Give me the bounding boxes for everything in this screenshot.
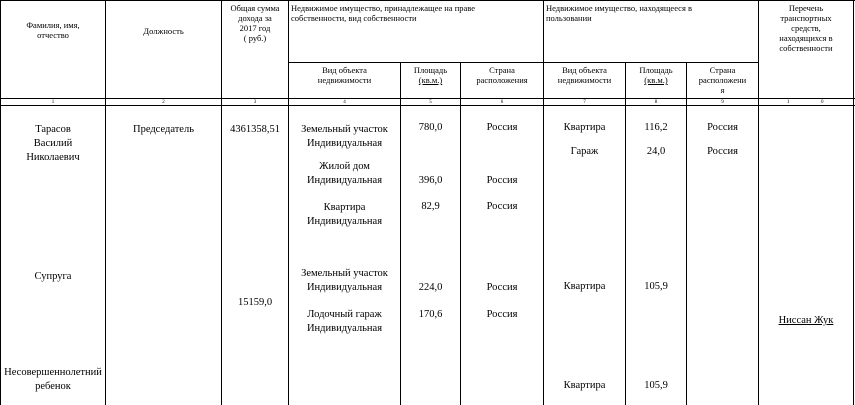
person1-used-1-country: Россия (707, 122, 738, 133)
subheader-type-used: Вид объекта недвижимости (557, 65, 612, 85)
person1-used-1-type: Квартира (563, 122, 606, 133)
person2-owned-1-area: 224,0 (418, 282, 443, 293)
subheader-country-used: Страна расположени я (698, 65, 747, 95)
person2-owned-1-type: Земельный участок Индивидуальная (301, 268, 388, 293)
header-position: Должность (143, 26, 184, 36)
col-divider-2 (221, 0, 222, 405)
person1-owned-2-area: 396,0 (418, 175, 443, 186)
header-owned-property: Недвижимое имущество, принадлежащее на праве собственности, вид собственности (291, 3, 476, 23)
col-number-9: 9 (721, 100, 724, 105)
col-number-6: 6 (500, 100, 504, 105)
col-number-10b: 0 (821, 100, 824, 105)
person2-used-1-area: 105,9 (644, 281, 668, 292)
person1-owned-3-area: 82,9 (421, 201, 440, 212)
col-divider-9 (758, 0, 759, 405)
person1-name: Тарасов Василий Николаевич (26, 124, 80, 163)
subheader-country-owned: Страна расположения (476, 65, 528, 85)
person1-owned-1-area: 780,0 (418, 122, 443, 133)
person3-used-1-area: 105,9 (644, 380, 668, 391)
person2-owned-2-country: Россия (486, 309, 518, 320)
header-income: Общая сумма дохода за 2017 год ( руб.) (230, 3, 280, 43)
person1-owned-2-country: Россия (486, 175, 518, 186)
header-subdivider (288, 62, 758, 63)
header-bottom-line (0, 98, 855, 99)
person1-income: 4361358,51 (230, 124, 280, 135)
person3-name: Несовершеннолетний ребенок (4, 367, 102, 392)
col-number-10a: 1 (787, 100, 790, 105)
col-divider-4 (400, 62, 401, 405)
header-used-property: Недвижимое имущество, находящееся в пользовании (546, 3, 692, 23)
col-divider-8 (686, 62, 687, 405)
col-number-3: 3 (253, 100, 257, 105)
col-number-1: 1 (51, 100, 55, 105)
person2-vehicle: Ниссан Жук (778, 315, 834, 326)
col-number-7: 7 (583, 100, 586, 105)
header-name: Фамилия, имя, отчество (26, 20, 80, 40)
person2-owned-2-area: 170,6 (418, 309, 443, 320)
person1-owned-3-type: Квартира Индивидуальная (306, 202, 383, 227)
person1-owned-2-type: Жилой дом Индивидуальная (306, 161, 383, 186)
col-divider-1 (105, 0, 106, 405)
person1-owned-3-country: Россия (486, 201, 518, 212)
person1-position: Председатель (132, 124, 195, 135)
col-number-4: 4 (343, 100, 346, 105)
subheader-area-used: Площадь (кв.м.) (639, 65, 673, 85)
person2-used-1-type: Квартира (563, 281, 606, 292)
person1-used-2-type: Гараж (570, 146, 599, 157)
col-divider-7 (625, 62, 626, 405)
person1-used-2-country: Россия (707, 146, 738, 157)
person1-owned-1-country: Россия (486, 122, 518, 133)
subheader-type-owned: Вид объекта недвижимости (317, 65, 372, 85)
border-left (0, 0, 1, 405)
subheader-area-owned: Площадь (кв.м.) (413, 65, 448, 85)
col-divider-5 (460, 62, 461, 405)
person1-owned-1-type: Земельный участок Индивидуальная (301, 124, 388, 149)
border-top (0, 0, 855, 1)
col-number-2: 2 (162, 100, 165, 105)
person2-name: Супруга (34, 271, 72, 282)
border-right (853, 0, 854, 405)
header-vehicles: Перечень транспортных средств, находящихся в собственности (779, 3, 833, 53)
person1-used-1-area: 116,2 (644, 122, 668, 133)
person2-owned-1-country: Россия (486, 282, 518, 293)
person2-owned-2-type: Лодочный гараж Индивидуальная (306, 309, 383, 334)
person2-income: 15159,0 (237, 297, 273, 308)
col-number-5: 5 (429, 100, 432, 105)
col-divider-6 (543, 0, 544, 405)
col-number-8: 8 (654, 100, 658, 105)
person3-used-1-type: Квартира (563, 380, 606, 391)
person1-used-2-area: 24,0 (646, 146, 666, 157)
